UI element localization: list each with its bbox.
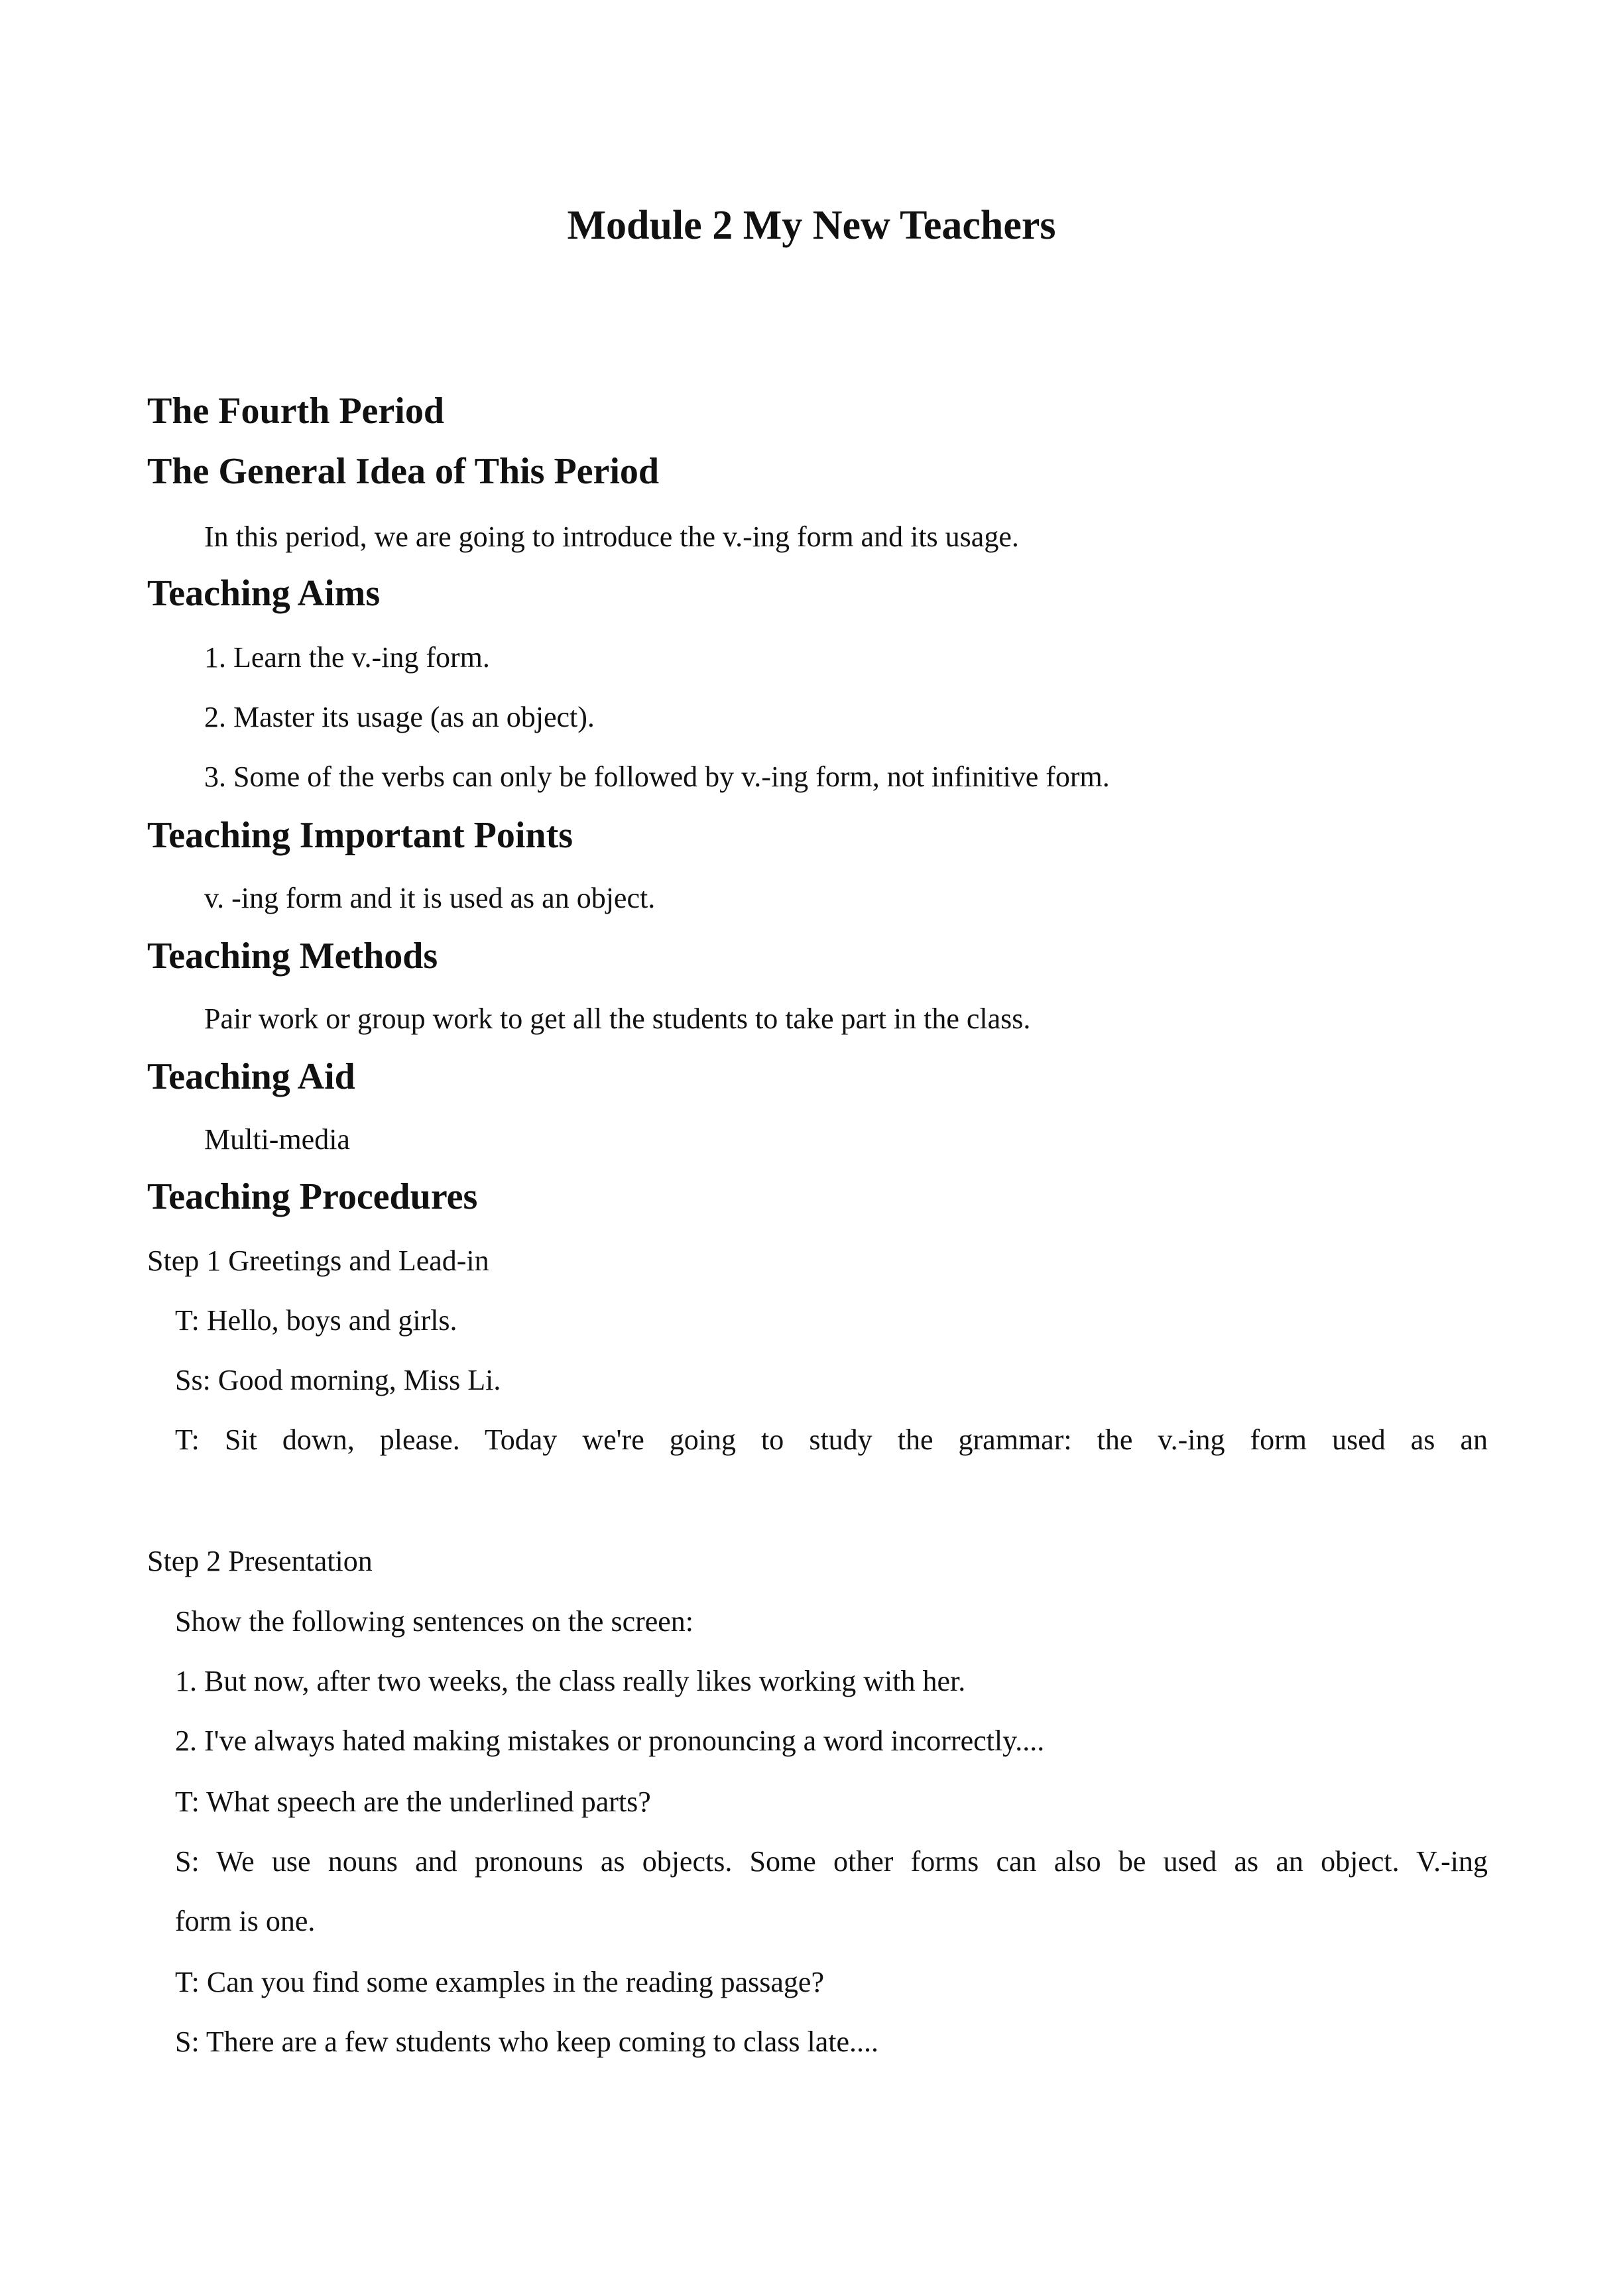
step2-line-8: S: There are a few students who keep coming to class late.... [175,2025,878,2058]
step2-title: Step 2 Presentation [147,1545,373,1577]
teaching-aim-item-1: 1. Learn the v.-ing form. [204,641,490,674]
step2-line-1: Show the following sentences on the screen: [175,1605,694,1638]
teaching-aim-item-2: 2. Master its usage (as an object). [204,701,595,733]
general-idea-heading: The General Idea of This Period [147,451,660,492]
step2-line-7: T: Can you find some examples in the reading passage? [175,1966,824,1998]
step2-line-4: T: What speech are the underlined parts? [175,1785,651,1818]
step1-line-3: T: Sit down, please. Today we're going to study the grammar: the v.-ing form used as an [175,1423,1488,1456]
document-title: Module 2 My New Teachers [567,203,1056,248]
teaching-aid-text: Multi-media [204,1123,350,1156]
important-points-text: v. -ing form and it is used as an object. [204,882,656,914]
teaching-methods-text: Pair work or group work to get all the students to take part in the class. [204,1002,1031,1035]
step2-line-3: 2. I've always hated making mistakes or pronouncing a word incorrectly.... [175,1724,1045,1757]
teaching-procedures-heading: Teaching Procedures [147,1176,478,1217]
teaching-aim-item-3: 3. Some of the verbs can only be followed by v.-ing form, not infinitive form. [204,760,1110,793]
teaching-aid-heading: Teaching Aid [147,1056,355,1097]
step2-line-6: form is one. [175,1905,316,1937]
teaching-methods-heading: Teaching Methods [147,936,438,977]
important-points-heading: Teaching Important Points [147,815,573,856]
general-idea-text: In this period, we are going to introduce the v.-ing form and its usage. [204,520,1019,553]
step1-line-2: Ss: Good morning, Miss Li. [175,1364,501,1396]
step1-line-1: T: Hello, boys and girls. [175,1304,457,1337]
step1-title: Step 1 Greetings and Lead-in [147,1244,489,1277]
step2-line-5: S: We use nouns and pronouns as objects. Some other forms can also be used as an object. V.-ing [175,1845,1488,1878]
period-heading: The Fourth Period [147,391,444,432]
teaching-aims-heading: Teaching Aims [147,573,381,614]
step2-line-2: 1. But now, after two weeks, the class really likes working with her. [175,1665,966,1697]
